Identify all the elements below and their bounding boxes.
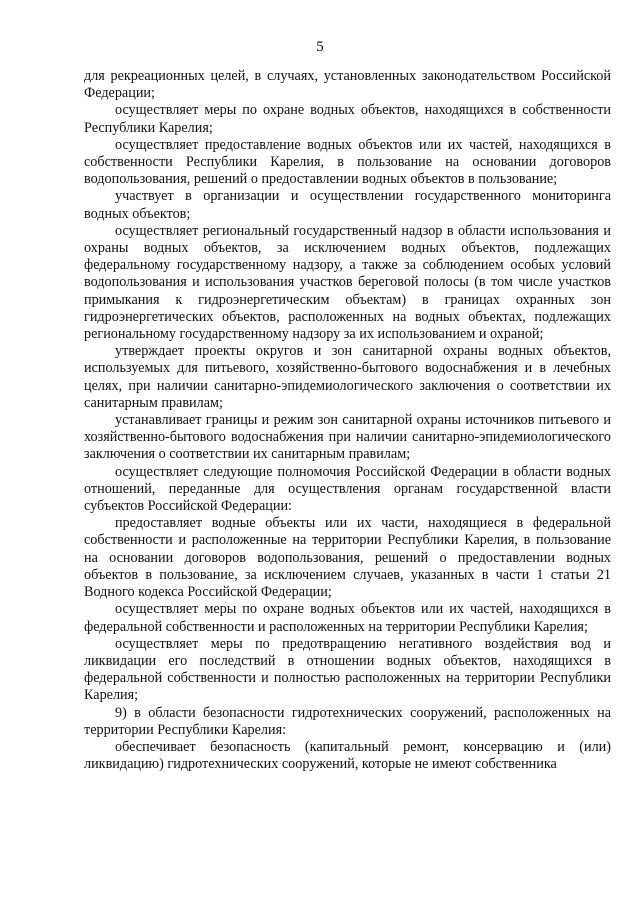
paragraph: осуществляет меры по предотвращению негативного воздействия вод и ликвидации его последствий в отношении водных объектов, находящихся в федеральной собственности и полностью расположенных на территории Республики Карелия; — [84, 635, 611, 704]
paragraph: участвует в организации и осуществлении государственного мониторинга водных объектов; — [84, 188, 611, 222]
document-body — [84, 68, 611, 773]
paragraph: для рекреационных целей, в случаях, установленных законодательством Российской Федерации; — [84, 68, 611, 102]
paragraph: утверждает проекты округов и зон санитарной охраны водных объектов, используемых для питьевого, хозяйственно-бытового водоснабжения и в лечебных целях, при наличии санитарно-эпидемиологического заключения о соответствии их санитарным правилам; — [84, 343, 611, 411]
paragraph: осуществляет предоставление водных объектов или их частей, находящихся в собственности Республики Карелия, в пользование на основании договоров водопользования, решений о предоставлении водных объектов в пользование; — [84, 136, 611, 188]
paragraph: 9) в области безопасности гидротехнических сооружений, расположенных на территории Республики Карелия: — [84, 704, 611, 738]
paragraph: осуществляет меры по охране водных объектов или их частей, находящихся в федеральной собственности и расположенных на территории Республики Карелия; — [84, 601, 611, 635]
paragraph: осуществляет региональный государственный надзор в области использования и охраны водных объектов, за исключением водных объектов, подлежащих федеральному государственному надзору, а также за соблюдением особых условий водопользования и использования участков береговой полосы (в том числе участков примыкания к гидроэнергетическим объектам) в границах охранных зон гидроэнергетических объектов, расположенных на водных объектах, подлежащих региональному государственному надзору за их использованием и охраной; — [84, 222, 611, 343]
paragraph: осуществляет следующие полномочия Российской Федерации в области водных отношений, переданные для осуществления органам государственной власти субъектов Российской Федерации: — [84, 463, 611, 515]
paragraph: предоставляет водные объекты или их части, находящиеся в федеральной собственности и расположенные на территории Республики Карелия, в пользование на основании договоров водопользования, решений о предоставлении водных объектов в пользование, за исключением случаев, указанных в части 1 статьи 21 Водного кодекса Российской Федерации; — [84, 515, 611, 601]
paragraph: обеспечивает безопасность (капитальный ремонт, консервацию и (или) ликвидацию) гидротехнических сооружений, которые не имеют собственника — [84, 738, 611, 773]
paragraph: осуществляет меры по охране водных объектов, находящихся в собственности Республики Карелия; — [84, 102, 611, 136]
paragraph: устанавливает границы и режим зон санитарной охраны источников питьевого и хозяйственно-бытового водоснабжения при наличии санитарно-эпидемиологического заключения о соответствии их санитарным правилам; — [84, 412, 611, 463]
page-number: 5 — [316, 39, 324, 55]
